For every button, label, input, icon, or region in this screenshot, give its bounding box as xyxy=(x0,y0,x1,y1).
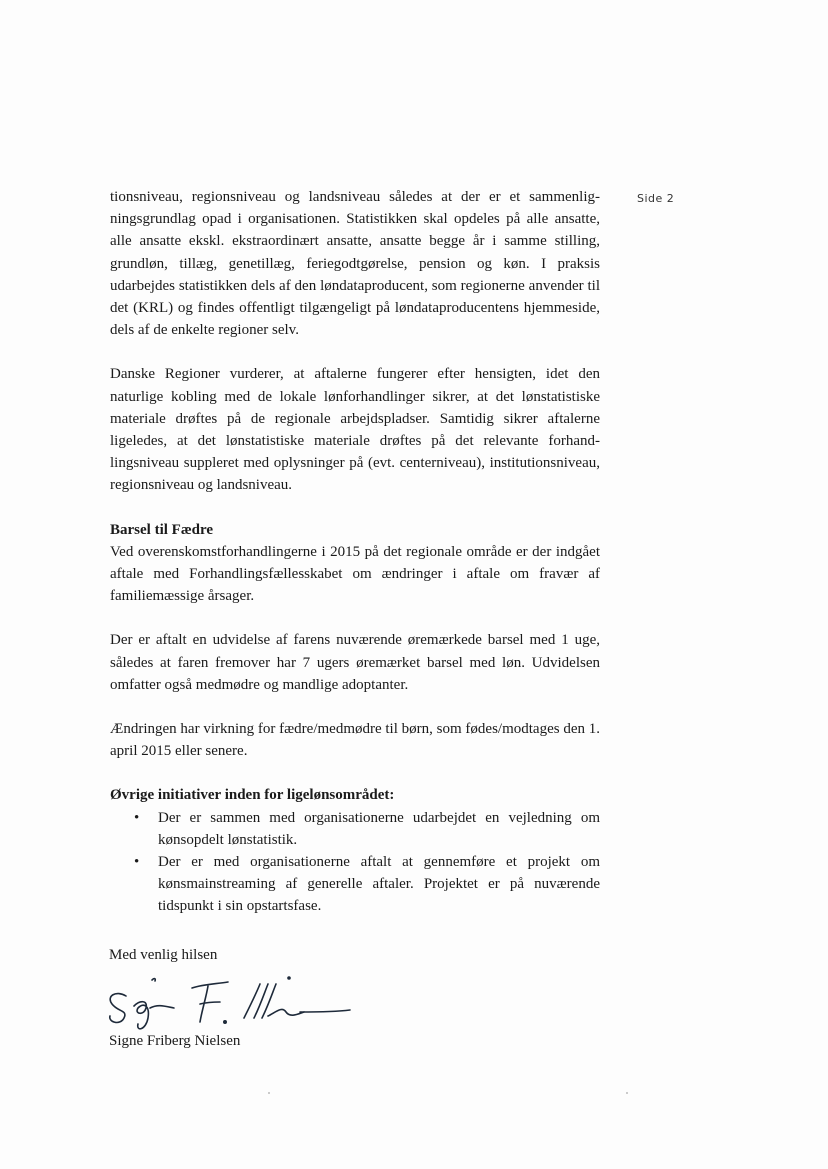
bullet-icon: • xyxy=(134,809,140,826)
paragraph-statistics: tionsniveau, regionsniveau og landsniveau således at der er et sammenligningsgrundlag opad i organisationen. Statistikken skal opdeles på alle ansatte, alle ansatte ekskl. ekstraordinært ansatte, ansatte begge år i samme stilling, grundløn, tillæg, genetillæg, feriegodtgørelse, pension og køn. I praksis udarbejdes statistikken dels af den løndataproducent, som regionerne anvender til det (KRL) og findes offentligt tilgængeligt på løndataproducentens hjemmeside, dels af de enkelte regioner selv. xyxy=(110,189,600,339)
scan-speck xyxy=(626,1092,628,1094)
heading-barsel: Barsel til Fædre xyxy=(110,521,214,538)
closing-greeting: Med venlig hilsen xyxy=(109,947,218,963)
signer-name: Signe Friberg Nielsen xyxy=(109,1033,241,1049)
list-item xyxy=(110,851,600,918)
paragraph-extension: Der er aftalt en udvidelse af farens nuværende øremærkede barsel med 1 uge, således at faren fremover har 7 ugers øremærket barsel med løn. Udvidelsen omfatter også medmødre og mandlige adoptanter. xyxy=(110,632,600,693)
list-item-text: Der er med organisationerne aftalt at gennemføre et projekt om kønsmainstreaming af generelle aftaler. Projektet er på nuværende tidspunkt i sin opstartsfase. xyxy=(158,854,600,915)
list-item xyxy=(110,807,600,851)
handwritten-signature xyxy=(104,966,354,1036)
scan-speck xyxy=(268,1092,270,1094)
letter-body xyxy=(110,186,600,918)
heading-other-initiatives: Øvrige initiativer inden for ligelønsområdet: xyxy=(110,787,395,804)
paragraph-assessment: Danske Regioner vurderer, at aftalerne fungerer efter hensigten, idet den naturlige kobling med de lokale lønforhandlinger sikrer, at det lønstatistiske materiale drøftes på de regionale arbejdspladser. Samtidig sikrer aftalerne ligeledes, at det lønstatistiske materiale drøftes på det relevante forhandlingsniveau suppleret med oplysninger på (evt. centerniveau), institutionsniveau, regionsniveau og landsniveau. xyxy=(110,366,600,494)
page-number-label: Side 2 xyxy=(637,192,675,205)
bullet-icon: • xyxy=(134,854,140,871)
list-item-text: Der er sammen med organisationerne udarbejdet en vejledning om kønsopdelt lønstatistik. xyxy=(158,809,600,848)
initiatives-list xyxy=(110,807,600,918)
paragraph-negotiations: Ved overenskomstforhandlingerne i 2015 på det regionale område er der indgået aftale med Forhandlingsfællesskabet om ændringer i aftale om fravær af familiemæssige årsager. xyxy=(110,543,600,605)
paragraph-effective-date: Ændringen har virkning for fædre/medmødre til børn, som fødes/modtages den 1. april 2015 eller senere. xyxy=(110,721,600,760)
